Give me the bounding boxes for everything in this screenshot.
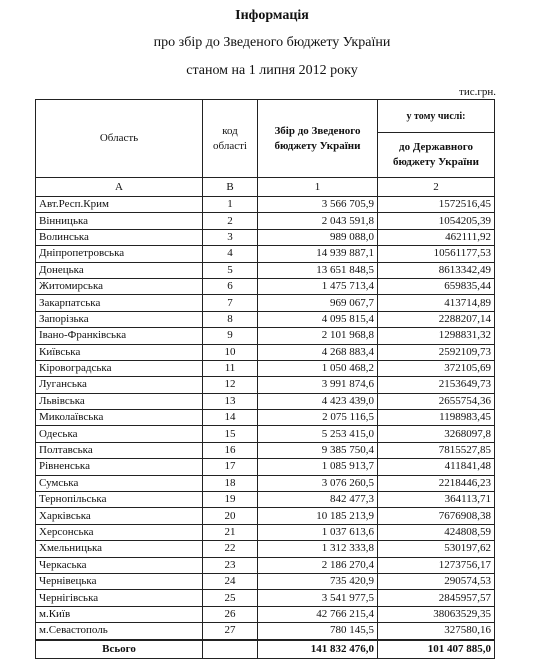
cell-code: 24 bbox=[203, 573, 258, 589]
letter-region: А bbox=[36, 178, 203, 197]
cell-state: 1198983,45 bbox=[378, 410, 495, 426]
cell-state: 2288207,14 bbox=[378, 311, 495, 327]
cell-code: 6 bbox=[203, 278, 258, 294]
cell-consolidated: 9 385 750,4 bbox=[258, 442, 378, 458]
cell-consolidated: 4 423 439,0 bbox=[258, 393, 378, 409]
cell-consolidated: 4 095 815,4 bbox=[258, 311, 378, 327]
table-row bbox=[36, 377, 495, 393]
table-row bbox=[36, 410, 495, 426]
cell-state: 1572516,45 bbox=[378, 197, 495, 213]
cell-state: 2845957,57 bbox=[378, 590, 495, 606]
cell-code: 27 bbox=[203, 623, 258, 640]
report-date: станом на 1 липня 2012 року bbox=[186, 63, 358, 78]
cell-region: Волинська bbox=[36, 229, 203, 245]
cell-region: Запорізька bbox=[36, 311, 203, 327]
cell-region: Івано-Франківська bbox=[36, 328, 203, 344]
cell-consolidated: 3 076 260,5 bbox=[258, 475, 378, 491]
cell-code: 23 bbox=[203, 557, 258, 573]
cell-consolidated: 5 253 415,0 bbox=[258, 426, 378, 442]
table-row bbox=[36, 344, 495, 360]
cell-code: 2 bbox=[203, 213, 258, 229]
cell-code: 7 bbox=[203, 295, 258, 311]
cell-region: Хмельницька bbox=[36, 541, 203, 557]
cell-consolidated: 14 939 887,1 bbox=[258, 246, 378, 262]
cell-region: Полтавська bbox=[36, 442, 203, 458]
cell-region: Черкаська bbox=[36, 557, 203, 573]
cell-state: 411841,48 bbox=[378, 459, 495, 475]
table-row bbox=[36, 213, 495, 229]
cell-consolidated: 1 037 613,6 bbox=[258, 524, 378, 540]
total-state: 101 407 885,0 bbox=[378, 640, 495, 659]
cell-state: 7676908,38 bbox=[378, 508, 495, 524]
cell-consolidated: 3 541 977,5 bbox=[258, 590, 378, 606]
document-subtitle: про збір до Зведеного бюджету України bbox=[153, 35, 391, 50]
cell-code: 4 bbox=[203, 246, 258, 262]
cell-code: 25 bbox=[203, 590, 258, 606]
table-row bbox=[36, 508, 495, 524]
cell-consolidated: 3 991 874,6 bbox=[258, 377, 378, 393]
total-row bbox=[36, 640, 495, 659]
cell-region: Чернігівська bbox=[36, 590, 203, 606]
cell-consolidated: 42 766 215,4 bbox=[258, 606, 378, 622]
cell-code: 10 bbox=[203, 344, 258, 360]
cell-state: 1298831,32 bbox=[378, 328, 495, 344]
cell-state: 530197,62 bbox=[378, 541, 495, 557]
cell-consolidated: 1 312 333,8 bbox=[258, 541, 378, 557]
cell-state: 8613342,49 bbox=[378, 262, 495, 278]
header-code: код області bbox=[203, 100, 258, 178]
currency-unit: тис.грн. bbox=[459, 86, 496, 98]
table-row bbox=[36, 262, 495, 278]
cell-consolidated: 989 088,0 bbox=[258, 229, 378, 245]
cell-region: м.Севастополь bbox=[36, 623, 203, 640]
cell-consolidated: 4 268 883,4 bbox=[258, 344, 378, 360]
cell-code: 14 bbox=[203, 410, 258, 426]
table-row bbox=[36, 492, 495, 508]
table-row bbox=[36, 197, 495, 213]
cell-region: Вінницька bbox=[36, 213, 203, 229]
cell-state: 2218446,23 bbox=[378, 475, 495, 491]
cell-region: Авт.Респ.Крим bbox=[36, 197, 203, 213]
cell-state: 462111,92 bbox=[378, 229, 495, 245]
cell-region: Дніпропетровська bbox=[36, 246, 203, 262]
cell-code: 19 bbox=[203, 492, 258, 508]
document-title: Інформація bbox=[235, 8, 309, 23]
cell-consolidated: 1 085 913,7 bbox=[258, 459, 378, 475]
cell-region: Луганська bbox=[36, 377, 203, 393]
cell-state: 3268097,8 bbox=[378, 426, 495, 442]
table-row bbox=[36, 278, 495, 294]
cell-state: 372105,69 bbox=[378, 360, 495, 376]
cell-code: 3 bbox=[203, 229, 258, 245]
cell-consolidated: 2 101 968,8 bbox=[258, 328, 378, 344]
cell-region: Одеська bbox=[36, 426, 203, 442]
header-region: Область bbox=[36, 100, 203, 178]
cell-code: 5 bbox=[203, 262, 258, 278]
cell-region: Житомирська bbox=[36, 278, 203, 294]
cell-region: м.Київ bbox=[36, 606, 203, 622]
cell-region: Харківська bbox=[36, 508, 203, 524]
cell-code: 12 bbox=[203, 377, 258, 393]
cell-consolidated: 2 043 591,8 bbox=[258, 213, 378, 229]
cell-code: 17 bbox=[203, 459, 258, 475]
table-row bbox=[36, 246, 495, 262]
table-row bbox=[36, 541, 495, 557]
table-row bbox=[36, 623, 495, 640]
cell-state: 2655754,36 bbox=[378, 393, 495, 409]
table-row bbox=[36, 426, 495, 442]
cell-consolidated: 2 186 270,4 bbox=[258, 557, 378, 573]
cell-state: 327580,16 bbox=[378, 623, 495, 640]
cell-state: 413714,89 bbox=[378, 295, 495, 311]
cell-state: 1054205,39 bbox=[378, 213, 495, 229]
table-row bbox=[36, 328, 495, 344]
cell-region: Львівська bbox=[36, 393, 203, 409]
cell-region: Рівненська bbox=[36, 459, 203, 475]
budget-table bbox=[35, 99, 495, 659]
cell-code: 20 bbox=[203, 508, 258, 524]
cell-consolidated: 1 050 468,2 bbox=[258, 360, 378, 376]
cell-consolidated: 842 477,3 bbox=[258, 492, 378, 508]
cell-state: 659835,44 bbox=[378, 278, 495, 294]
table-body bbox=[36, 197, 495, 640]
cell-region: Тернопільська bbox=[36, 492, 203, 508]
cell-state: 2592109,73 bbox=[378, 344, 495, 360]
table-row bbox=[36, 557, 495, 573]
cell-consolidated: 1 475 713,4 bbox=[258, 278, 378, 294]
cell-code: 1 bbox=[203, 197, 258, 213]
cell-state: 290574,53 bbox=[378, 573, 495, 589]
cell-state: 38063529,35 bbox=[378, 606, 495, 622]
header-state: до Державного бюджету України bbox=[378, 133, 495, 178]
table-row bbox=[36, 573, 495, 589]
cell-consolidated: 2 075 116,5 bbox=[258, 410, 378, 426]
cell-state: 424808,59 bbox=[378, 524, 495, 540]
cell-state: 364113,71 bbox=[378, 492, 495, 508]
cell-code: 26 bbox=[203, 606, 258, 622]
letter-code: В bbox=[203, 178, 258, 197]
cell-state: 2153649,73 bbox=[378, 377, 495, 393]
header-consolidated: Збір до Зведеного бюджету України bbox=[258, 100, 378, 178]
table-row bbox=[36, 459, 495, 475]
total-code-cell bbox=[203, 640, 258, 659]
table-row bbox=[36, 360, 495, 376]
cell-consolidated: 3 566 705,9 bbox=[258, 197, 378, 213]
cell-state: 7815527,85 bbox=[378, 442, 495, 458]
cell-consolidated: 735 420,9 bbox=[258, 573, 378, 589]
table-row bbox=[36, 311, 495, 327]
letter-consolidated: 1 bbox=[258, 178, 378, 197]
table-row bbox=[36, 295, 495, 311]
cell-code: 16 bbox=[203, 442, 258, 458]
header-including: у тому числі: bbox=[378, 100, 495, 133]
cell-code: 15 bbox=[203, 426, 258, 442]
cell-code: 22 bbox=[203, 541, 258, 557]
cell-consolidated: 780 145,5 bbox=[258, 623, 378, 640]
table-row bbox=[36, 393, 495, 409]
cell-state: 1273756,17 bbox=[378, 557, 495, 573]
cell-code: 21 bbox=[203, 524, 258, 540]
cell-code: 18 bbox=[203, 475, 258, 491]
cell-state: 10561177,53 bbox=[378, 246, 495, 262]
table-row bbox=[36, 590, 495, 606]
total-label: Всього bbox=[36, 640, 203, 659]
cell-region: Сумська bbox=[36, 475, 203, 491]
total-consolidated: 141 832 476,0 bbox=[258, 640, 378, 659]
cell-consolidated: 10 185 213,9 bbox=[258, 508, 378, 524]
table-row bbox=[36, 229, 495, 245]
letter-state: 2 bbox=[378, 178, 495, 197]
cell-region: Херсонська bbox=[36, 524, 203, 540]
cell-region: Чернівецька bbox=[36, 573, 203, 589]
cell-region: Київська bbox=[36, 344, 203, 360]
table-row bbox=[36, 606, 495, 622]
table-row bbox=[36, 524, 495, 540]
table-row bbox=[36, 442, 495, 458]
cell-code: 11 bbox=[203, 360, 258, 376]
cell-code: 9 bbox=[203, 328, 258, 344]
cell-consolidated: 13 651 848,5 bbox=[258, 262, 378, 278]
cell-code: 8 bbox=[203, 311, 258, 327]
cell-consolidated: 969 067,7 bbox=[258, 295, 378, 311]
cell-region: Кіровоградська bbox=[36, 360, 203, 376]
cell-region: Донецька bbox=[36, 262, 203, 278]
table-row bbox=[36, 475, 495, 491]
cell-region: Миколаївська bbox=[36, 410, 203, 426]
cell-code: 13 bbox=[203, 393, 258, 409]
cell-region: Закарпатська bbox=[36, 295, 203, 311]
